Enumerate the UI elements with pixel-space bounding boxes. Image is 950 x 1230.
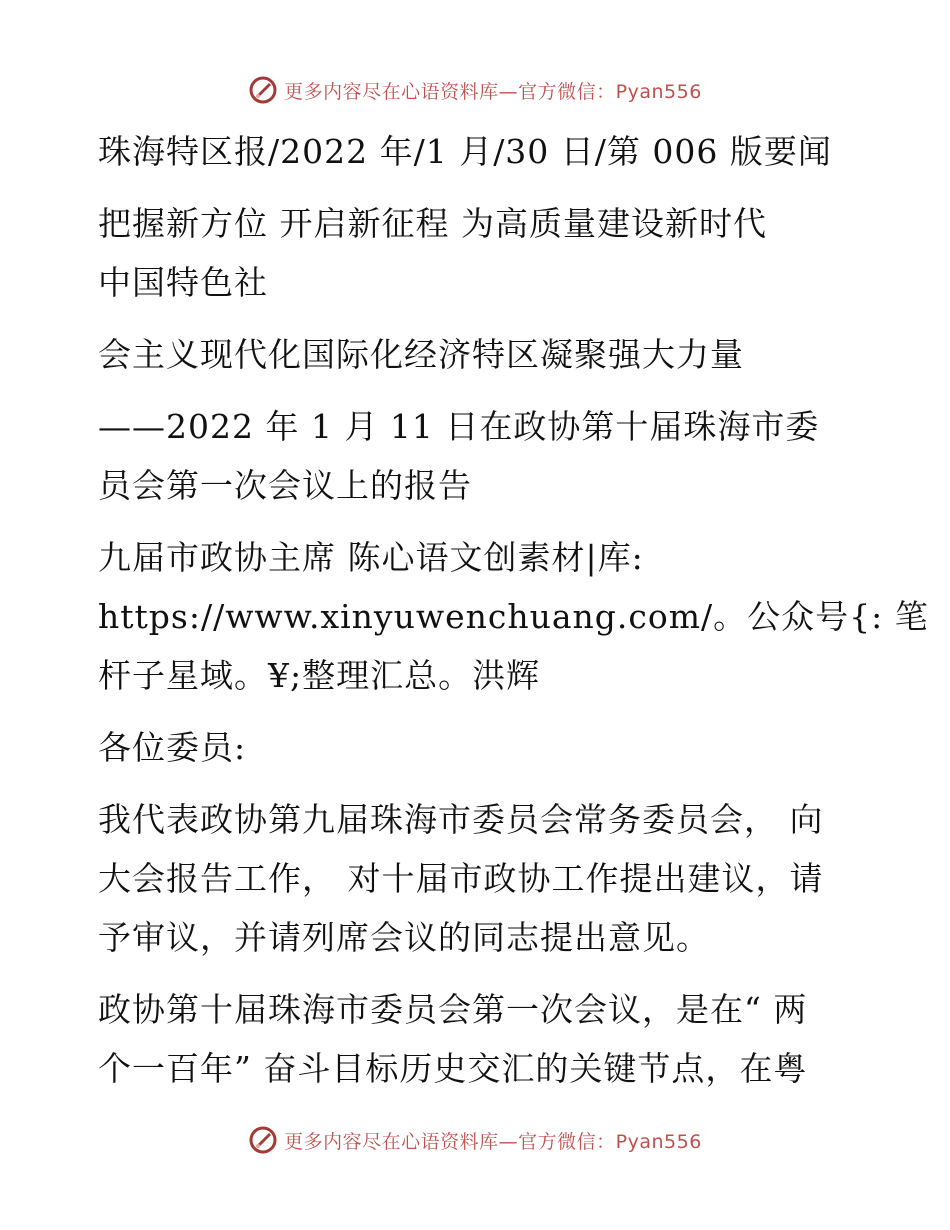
paragraph-1-line-3: 予审议，并请列席会议的同志提出意见。: [98, 918, 710, 957]
article-body: [98, 122, 929, 1098]
footer-watermark-banner: [0, 1120, 950, 1160]
title-line-2: 中国特色社: [98, 263, 268, 302]
author-line-2: https://www.xinyuwenchuang.com/。公众号{: 笔: [98, 597, 929, 636]
title-line-3: 会主义现代化国际化经济特区凝聚强大力量: [98, 335, 744, 374]
pen-logo-icon: [248, 1125, 278, 1155]
author-line-1: 九届市政协主席 陈心语文创素材|库:: [98, 538, 644, 577]
pen-logo-icon: [248, 75, 278, 105]
header-watermark-banner: [0, 70, 950, 110]
dateline: 珠海特区报/2022 年/1 月/30 日/第 006 版要闻: [98, 132, 832, 171]
watermark-text: 更多内容尽在心语资料库—官方微信：Pyan556: [284, 80, 702, 103]
subtitle-line-2: 员会第一次会议上的报告: [98, 466, 472, 505]
paragraph-1-line-2: 大会报告工作， 对十届市政协工作提出建议，请: [98, 859, 824, 898]
salutation: 各位委员:: [98, 728, 247, 767]
subtitle-line-1: ——2022 年 1 月 11 日在政协第十届珠海市委: [98, 407, 820, 446]
paragraph-1-line-1: 我代表政协第九届珠海市委员会常务委员会， 向: [98, 800, 824, 839]
paragraph-2-line-1: 政协第十届珠海市委员会第一次会议，是在“ 两: [98, 990, 808, 1029]
paragraph-2-line-2: 个一百年” 奋斗目标历史交汇的关键节点，在粤: [98, 1049, 808, 1088]
title-line-1: 把握新方位 开启新征程 为高质量建设新时代: [98, 204, 767, 243]
author-line-3: 杆子星域。¥;整理汇总。洪辉: [98, 656, 541, 695]
watermark-text: 更多内容尽在心语资料库—官方微信：Pyan556: [284, 1130, 702, 1153]
